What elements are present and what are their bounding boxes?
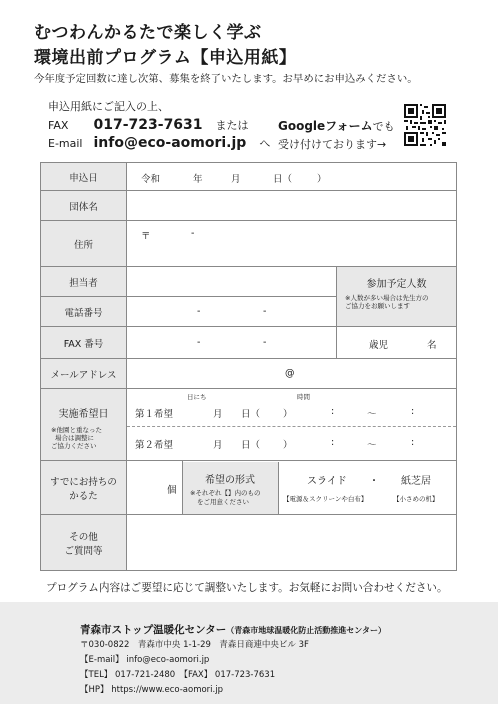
format-field[interactable]	[183, 461, 457, 515]
postal-mark: 〒	[141, 230, 151, 242]
fax-dash-1: -	[197, 336, 201, 348]
contact-intro: 申込用紙にご記入の上、	[48, 100, 169, 113]
participants-header	[337, 267, 457, 327]
choice2-tilde: 〜	[367, 439, 377, 451]
fax-suffix: または	[215, 119, 249, 132]
choice2-label: 第２希望	[135, 439, 174, 451]
other-header	[41, 515, 127, 571]
choice1-month: 月	[213, 408, 223, 420]
format-dot: ・	[369, 475, 379, 487]
email-field-label: メールアドレス	[41, 359, 127, 389]
choice2-colon2: :	[411, 436, 415, 448]
application-form	[40, 162, 457, 571]
schedule-header	[41, 389, 127, 461]
fax-number-label: FAX 番号	[41, 327, 127, 359]
date-year: 年	[193, 173, 203, 185]
org-line	[80, 622, 386, 637]
schedule-note-3: ご協力ください	[51, 442, 97, 450]
choice1-label: 第１希望	[135, 408, 174, 420]
date-field[interactable]	[127, 163, 457, 191]
date-reiwa: 令和	[141, 173, 161, 185]
participants-unit-age: 歳児	[369, 339, 389, 351]
email-suffix: へ	[259, 137, 271, 150]
participants-note-2: ご協力をお願いします	[345, 302, 410, 310]
google-form-line2: 受け付けております→	[278, 138, 387, 151]
choice1-colon1: :	[331, 405, 335, 417]
choice1-colon2: :	[411, 405, 415, 417]
choice2-colon1: :	[331, 436, 335, 448]
email-field[interactable]	[127, 359, 457, 389]
format-slide[interactable]: スライド	[307, 475, 347, 487]
schedule-head-time: 時間	[297, 392, 310, 401]
footer-tel-fax: 【TEL】 017-721-2480 【FAX】 017-723-7631	[80, 670, 276, 680]
postal-dash: -	[191, 227, 195, 239]
participants-label: 参加予定人数	[366, 279, 427, 290]
contact-block	[48, 98, 270, 152]
org-sub: （青森市地球温暖化防止活動推進センター）	[226, 626, 386, 635]
google-form-label: Googleフォーム	[278, 119, 373, 133]
owned-label-1: すでにお持ちの	[50, 476, 117, 488]
schedule-note-1: ※他園と重なった	[51, 426, 102, 434]
format-label: 希望の形式	[205, 474, 255, 486]
address-field[interactable]	[127, 221, 457, 267]
phone-dash-2: -	[263, 305, 267, 317]
choice2-close: ）	[283, 439, 293, 451]
format-paper-req: 【小さめの机】	[393, 494, 439, 503]
choice2-month: 月	[213, 439, 223, 451]
owned-field[interactable]	[127, 461, 183, 515]
choice2-day: 日（	[241, 439, 261, 451]
person-label: 担当者	[41, 267, 127, 297]
format-slide-req: 【電源＆スクリーンや白布】	[283, 494, 368, 503]
date-label: 申込日	[41, 163, 127, 191]
person-field[interactable]	[127, 267, 337, 297]
subtitle: 今年度予定回数に達し次第、募集を終了いたします。お早めにお申込みください。	[34, 73, 418, 85]
email-label: E-mail	[48, 137, 83, 150]
participants-field[interactable]	[337, 327, 457, 359]
title-line2: 環境出前プログラム【申込用紙】	[34, 48, 297, 68]
other-label-2: ご質問等	[64, 545, 103, 557]
schedule-field[interactable]	[127, 389, 457, 461]
owned-header	[41, 461, 127, 515]
format-header	[183, 462, 279, 514]
org-name: 青森市ストップ温暖化センター	[80, 624, 227, 636]
email-at: @	[285, 367, 295, 379]
schedule-divider	[127, 426, 456, 427]
choice1-tilde: 〜	[367, 408, 377, 420]
google-form-block	[278, 117, 395, 154]
phone-dash-1: -	[197, 305, 201, 317]
choice1-close: ）	[283, 408, 293, 420]
footer-note: プログラム内容はご要望に応じて調整いたします。お気軽にお問い合わせください。	[46, 582, 448, 594]
schedule-note-2: 場合は調整に	[55, 434, 94, 442]
footer-address: 〒030-0822 青森市中央 1-1-29 青森日商連中央ビル 3F	[80, 640, 309, 650]
owned-label-2: かるた	[69, 490, 98, 502]
qr-code-icon[interactable]	[404, 104, 446, 146]
choice1-day: 日（	[241, 408, 261, 420]
phone-field[interactable]	[127, 297, 337, 327]
title-line1: むつわんかるたで楽しく学ぶ	[34, 23, 262, 43]
footer-hp[interactable]: 【HP】 https://www.eco-aomori.jp	[80, 685, 223, 695]
address-label: 住所	[41, 221, 127, 267]
date-month: 月	[231, 173, 241, 185]
org-field[interactable]	[127, 191, 457, 221]
fax-field[interactable]	[127, 327, 337, 359]
participants-note-1: ※人数が多い場合は先生方の	[345, 294, 429, 302]
owned-unit: 個	[167, 484, 177, 496]
date-day: 日（	[273, 173, 293, 185]
schedule-label: 実施希望日	[58, 409, 109, 420]
format-note-1: ※それぞれ【】内のもの	[190, 488, 261, 497]
google-form-suffix: でも	[372, 120, 395, 133]
schedule-head-date: 日にち	[187, 392, 207, 401]
participants-unit-people: 名	[427, 339, 437, 351]
org-label: 団体名	[41, 191, 127, 221]
format-paper[interactable]: 紙芝居	[401, 475, 431, 487]
footer	[0, 602, 498, 704]
date-close: ）	[317, 173, 327, 185]
email-address[interactable]: info@eco-aomori.jp	[93, 135, 247, 151]
other-field[interactable]	[127, 515, 457, 571]
other-label-1: その他	[69, 531, 98, 543]
footer-email[interactable]: 【E-mail】 info@eco-aomori.jp	[80, 655, 210, 665]
format-note-2: をご用意ください	[197, 497, 249, 506]
fax-dash-2: -	[263, 336, 267, 348]
fax-number: 017-723-7631	[93, 117, 203, 133]
phone-label: 電話番号	[41, 297, 127, 327]
fax-label: FAX	[48, 119, 69, 132]
